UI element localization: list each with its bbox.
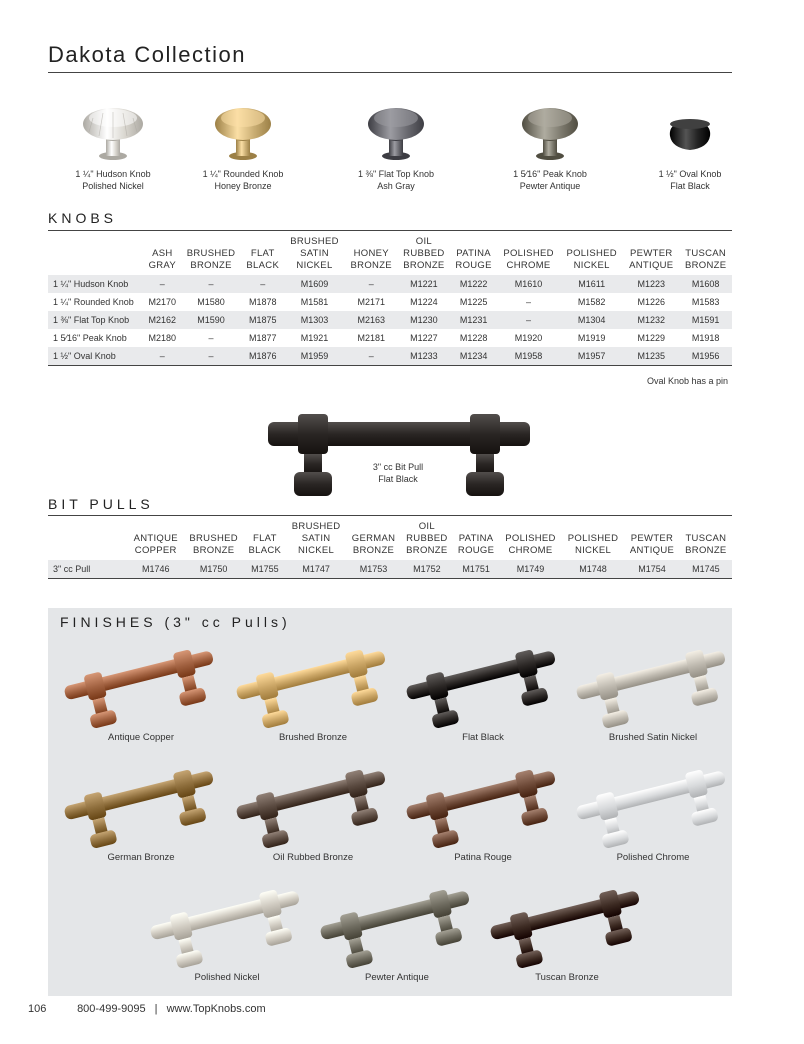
part-number-cell: M1755 bbox=[244, 560, 286, 578]
column-header-line: NICKEL bbox=[574, 545, 612, 556]
row-label: 1 ⅜" Flat Top Knob bbox=[48, 311, 144, 329]
column-header-line: SATIN bbox=[301, 533, 331, 544]
part-number-cell: M1754 bbox=[624, 560, 679, 578]
knob-finish: Pewter Antique bbox=[519, 181, 581, 191]
column-header-line: BLACK bbox=[248, 545, 282, 556]
column-header bbox=[183, 521, 243, 560]
part-number-cell: M1225 bbox=[459, 297, 488, 307]
row-label: 1 5⁄16" Peak Knob bbox=[53, 333, 127, 343]
column-header bbox=[398, 236, 451, 275]
column-header-line: POLISHED bbox=[503, 248, 554, 259]
part-number-cell: M1748 bbox=[562, 560, 625, 578]
pull-icon bbox=[403, 638, 563, 730]
column-header-line: PEWTER bbox=[630, 248, 673, 259]
part-number-cell: M1224 bbox=[410, 297, 438, 307]
knob-item bbox=[485, 92, 615, 192]
bit-pull-finish: Flat Black bbox=[378, 474, 418, 484]
pull-icon bbox=[403, 758, 563, 850]
footer-separator: | bbox=[154, 1003, 158, 1015]
knob-item bbox=[48, 92, 178, 192]
part-number-cell: M1876 bbox=[242, 347, 285, 365]
knob-gallery bbox=[48, 92, 732, 204]
finish-item bbox=[228, 638, 398, 743]
column-header-line: FLAT bbox=[253, 533, 277, 544]
title-rule bbox=[48, 72, 732, 73]
row-label: 1 ½" Oval Knob bbox=[48, 347, 144, 365]
column-header-line: CHROME bbox=[506, 260, 551, 271]
knob-size: 1 ½" Oval Knob bbox=[658, 169, 722, 179]
column-header bbox=[453, 521, 499, 560]
column-header-line: BRONZE bbox=[190, 260, 232, 271]
column-header-line: ANTIQUE bbox=[629, 260, 674, 271]
finish-name: Brushed Bronze bbox=[278, 732, 348, 743]
column-header-line: PATINA bbox=[456, 248, 491, 259]
column-header-line: ROUGE bbox=[457, 545, 495, 556]
row-label: 3" cc Pull bbox=[48, 560, 128, 578]
pull-icon bbox=[573, 638, 733, 730]
part-number-cell: M1611 bbox=[560, 275, 623, 293]
pull-icon bbox=[61, 758, 221, 850]
column-header bbox=[284, 236, 345, 275]
column-header-line: BRONZE bbox=[685, 545, 727, 556]
part-number-cell: M1608 bbox=[679, 275, 732, 293]
knob-caption bbox=[331, 168, 461, 192]
part-number-cell: M2180 bbox=[148, 333, 177, 343]
column-header-line: FLAT bbox=[250, 248, 275, 259]
column-header-line: NICKEL bbox=[296, 260, 333, 271]
part-number-cell: – bbox=[144, 275, 181, 293]
column-header-line: OIL bbox=[418, 521, 435, 532]
knob-caption bbox=[485, 168, 615, 192]
knob-caption bbox=[48, 168, 178, 192]
part-number-cell: M1752 bbox=[401, 560, 453, 578]
column-header-line: ASH bbox=[152, 248, 173, 259]
column-header-line: BRUSHED bbox=[189, 533, 238, 544]
part-number-cell: M1227 bbox=[410, 333, 438, 343]
column-header bbox=[624, 521, 679, 560]
part-number-cell: M1919 bbox=[577, 333, 606, 343]
knob-icon bbox=[356, 92, 436, 164]
part-number-cell: M2171 bbox=[357, 297, 386, 307]
column-header-line: RUBBED bbox=[403, 248, 445, 259]
finish-item bbox=[398, 758, 568, 863]
part-number-cell: M1229 bbox=[637, 333, 666, 343]
pull-icon bbox=[317, 878, 477, 970]
part-number-cell: M1877 bbox=[248, 333, 277, 343]
part-number-cell: M2170 bbox=[148, 297, 177, 307]
column-header-line: PATINA bbox=[458, 533, 494, 544]
part-number-cell: – bbox=[345, 275, 398, 293]
part-number-cell: M1875 bbox=[242, 311, 285, 329]
part-number-cell: M1235 bbox=[623, 347, 679, 365]
column-header-line: HONEY bbox=[353, 248, 389, 259]
column-header-line: BRONZE bbox=[403, 260, 445, 271]
part-number-cell: – bbox=[345, 347, 398, 365]
column-header-line: ANTIQUE bbox=[629, 545, 675, 556]
knob-caption bbox=[178, 168, 308, 192]
column-header-line: NICKEL bbox=[298, 545, 335, 556]
table-row bbox=[48, 347, 732, 365]
part-number-cell: M1958 bbox=[497, 347, 560, 365]
finish-name: German Bronze bbox=[107, 852, 175, 863]
part-number-cell: M1583 bbox=[691, 297, 720, 307]
column-header-line: BRONZE bbox=[406, 545, 448, 556]
part-number-cell: M1223 bbox=[623, 275, 679, 293]
column-header bbox=[244, 521, 286, 560]
bit-pulls-rule bbox=[48, 515, 732, 516]
part-number-cell: M1878 bbox=[248, 297, 277, 307]
column-header-line: NICKEL bbox=[573, 260, 610, 271]
knob-icon bbox=[650, 92, 730, 164]
pull-icon bbox=[147, 878, 307, 970]
page-number: 106 bbox=[28, 1003, 47, 1015]
column-header-line: BRONZE bbox=[352, 545, 395, 556]
table-row bbox=[48, 293, 732, 311]
column-header-line: BRUSHED bbox=[290, 236, 339, 247]
part-number-cell: M1303 bbox=[284, 311, 345, 329]
knob-size: 1 ¼" Rounded Knob bbox=[202, 169, 284, 179]
part-number-cell: M1610 bbox=[497, 275, 560, 293]
column-header-line: COPPER bbox=[134, 545, 177, 556]
column-header-line: SATIN bbox=[300, 248, 329, 259]
knob-item bbox=[178, 92, 308, 192]
knob-size: 1 5⁄16" Peak Knob bbox=[513, 169, 587, 179]
part-number-cell: M1753 bbox=[346, 560, 401, 578]
row-label: 1 ¼" Hudson Knob bbox=[48, 275, 144, 293]
knob-finish: Flat Black bbox=[670, 181, 710, 191]
knobs-rule bbox=[48, 230, 732, 231]
finish-name: Brushed Satin Nickel bbox=[608, 732, 698, 743]
column-header bbox=[286, 521, 346, 560]
part-number-cell: M1232 bbox=[623, 311, 679, 329]
knob-icon bbox=[73, 92, 153, 164]
website-link[interactable]: www.TopKnobs.com bbox=[166, 1003, 266, 1015]
column-header bbox=[181, 236, 242, 275]
knobs-table bbox=[48, 236, 732, 366]
finish-name: Polished Nickel bbox=[194, 972, 260, 983]
part-number-cell: M1222 bbox=[450, 275, 497, 293]
oval-knob-note: Oval Knob has a pin bbox=[646, 376, 728, 386]
knob-finish: Polished Nickel bbox=[82, 181, 144, 191]
finish-item bbox=[228, 758, 398, 863]
row-label: 1 ¼" Rounded Knob bbox=[53, 297, 134, 307]
part-number-cell: – bbox=[181, 275, 242, 293]
knob-size: 1 ⅜" Flat Top Knob bbox=[357, 169, 435, 179]
column-header bbox=[562, 521, 625, 560]
part-number-cell: M1304 bbox=[560, 311, 623, 329]
finishes-panel bbox=[48, 608, 732, 996]
column-header-line: ROUGE bbox=[455, 260, 492, 271]
part-number-cell: M1959 bbox=[284, 347, 345, 365]
part-number-cell: M1581 bbox=[300, 297, 329, 307]
part-number-cell: M1918 bbox=[691, 333, 720, 343]
bit-pull-caption bbox=[348, 461, 448, 485]
column-header bbox=[401, 521, 453, 560]
finish-item bbox=[56, 758, 226, 863]
part-number-cell: M1582 bbox=[577, 297, 606, 307]
column-header-line: POLISHED bbox=[567, 533, 619, 544]
finish-item bbox=[568, 758, 738, 863]
table-row bbox=[48, 275, 732, 293]
pull-icon bbox=[487, 878, 647, 970]
finish-name: Flat Black bbox=[462, 732, 504, 743]
column-header-line: OIL bbox=[415, 236, 432, 247]
finish-item bbox=[482, 878, 652, 983]
part-number-cell: M1920 bbox=[514, 333, 543, 343]
part-number-cell: M1745 bbox=[680, 560, 732, 578]
part-number-cell: M1591 bbox=[679, 311, 732, 329]
knob-item bbox=[625, 92, 755, 192]
bit-pull-icon bbox=[264, 408, 534, 500]
column-header bbox=[346, 521, 401, 560]
finish-name: Patina Rouge bbox=[454, 852, 512, 863]
part-number-cell: – bbox=[242, 275, 285, 293]
bit-pull-image bbox=[264, 408, 534, 500]
column-header bbox=[499, 521, 562, 560]
pull-icon bbox=[233, 758, 393, 850]
part-number-cell: M1957 bbox=[560, 347, 623, 365]
part-number-cell: M2181 bbox=[357, 333, 386, 343]
part-number-cell: M1228 bbox=[459, 333, 488, 343]
column-header bbox=[144, 236, 181, 275]
part-number-cell: M1956 bbox=[679, 347, 732, 365]
finish-name: Oil Rubbed Bronze bbox=[272, 852, 354, 863]
phone-number: 800-499-9095 bbox=[77, 1003, 146, 1015]
bit-pulls-table bbox=[48, 521, 732, 579]
part-number-cell: M1750 bbox=[183, 560, 243, 578]
column-header-line: POLISHED bbox=[505, 533, 556, 544]
knob-icon bbox=[510, 92, 590, 164]
column-header-line: BRUSHED bbox=[291, 521, 341, 532]
part-number-cell: M1590 bbox=[181, 311, 242, 329]
column-header-line: TUSCAN bbox=[685, 248, 727, 259]
part-number-cell: M1921 bbox=[300, 333, 329, 343]
finish-name: Antique Copper bbox=[107, 732, 175, 743]
finish-name: Pewter Antique bbox=[365, 972, 429, 983]
column-header-line: BRONZE bbox=[350, 260, 392, 271]
page-title: Dakota Collection bbox=[48, 42, 246, 67]
column-header bbox=[345, 236, 398, 275]
pull-icon bbox=[233, 638, 393, 730]
column-header bbox=[242, 236, 285, 275]
finish-item bbox=[142, 878, 312, 983]
column-header-line: BRONZE bbox=[684, 260, 727, 271]
column-header-line: BLACK bbox=[246, 260, 280, 271]
part-number-cell: – bbox=[144, 347, 181, 365]
part-number-cell: M1749 bbox=[499, 560, 562, 578]
part-number-cell: M1233 bbox=[398, 347, 451, 365]
part-number-cell: M1234 bbox=[450, 347, 497, 365]
pull-icon bbox=[61, 638, 221, 730]
part-number-cell: M1746 bbox=[128, 560, 183, 578]
column-header-line: POLISHED bbox=[566, 248, 617, 259]
part-number-cell: – bbox=[526, 297, 532, 307]
part-number-cell: M1751 bbox=[453, 560, 499, 578]
column-header-line: CHROME bbox=[508, 545, 553, 556]
knob-icon bbox=[203, 92, 283, 164]
column-header bbox=[497, 236, 560, 275]
bit-pull-size: 3" cc Bit Pull bbox=[372, 462, 424, 472]
column-header-line: ANTIQUE bbox=[133, 533, 178, 544]
knob-caption bbox=[625, 168, 755, 192]
column-header-line: GRAY bbox=[148, 260, 176, 271]
column-header bbox=[128, 521, 183, 560]
knob-item bbox=[331, 92, 461, 192]
column-header-line: RUBBED bbox=[406, 533, 448, 544]
knob-finish: Ash Gray bbox=[377, 181, 415, 191]
column-header-line: BRUSHED bbox=[186, 248, 236, 259]
column-header bbox=[560, 236, 623, 275]
part-number-cell: M2162 bbox=[144, 311, 181, 329]
finish-name: Tuscan Bronze bbox=[535, 972, 599, 983]
part-number-cell: M2163 bbox=[345, 311, 398, 329]
part-number-cell: M1747 bbox=[286, 560, 346, 578]
table-row bbox=[48, 560, 732, 578]
knobs-heading: KNOBS bbox=[48, 210, 118, 226]
column-header-line: TUSCAN bbox=[685, 533, 727, 544]
column-header bbox=[680, 521, 732, 560]
part-number-cell: – bbox=[497, 311, 560, 329]
column-header bbox=[679, 236, 732, 275]
part-number-cell: – bbox=[181, 347, 242, 365]
finishes-heading: FINISHES (3" cc Pulls) bbox=[60, 614, 291, 630]
finish-item bbox=[312, 878, 482, 983]
part-number-cell: M1221 bbox=[398, 275, 451, 293]
part-number-cell: M1226 bbox=[637, 297, 666, 307]
part-number-cell: – bbox=[208, 333, 214, 343]
column-header-line: BRONZE bbox=[192, 545, 235, 556]
column-header bbox=[623, 236, 679, 275]
column-header bbox=[450, 236, 497, 275]
table-row bbox=[48, 329, 732, 347]
knob-finish: Honey Bronze bbox=[214, 181, 272, 191]
finish-item bbox=[56, 638, 226, 743]
finish-item bbox=[568, 638, 738, 743]
column-header-line: PEWTER bbox=[630, 533, 674, 544]
column-header-line: GERMAN bbox=[351, 533, 396, 544]
knob-size: 1 ¼" Hudson Knob bbox=[75, 169, 151, 179]
part-number-cell: M1580 bbox=[197, 297, 225, 307]
part-number-cell: M1609 bbox=[284, 275, 345, 293]
finish-item bbox=[398, 638, 568, 743]
pull-icon bbox=[573, 758, 733, 850]
table-row bbox=[48, 311, 732, 329]
bit-pulls-heading: BIT PULLS bbox=[48, 496, 154, 512]
part-number-cell: M1231 bbox=[450, 311, 497, 329]
finish-name: Polished Chrome bbox=[616, 852, 690, 863]
part-number-cell: M1230 bbox=[398, 311, 451, 329]
footer bbox=[28, 1003, 266, 1015]
